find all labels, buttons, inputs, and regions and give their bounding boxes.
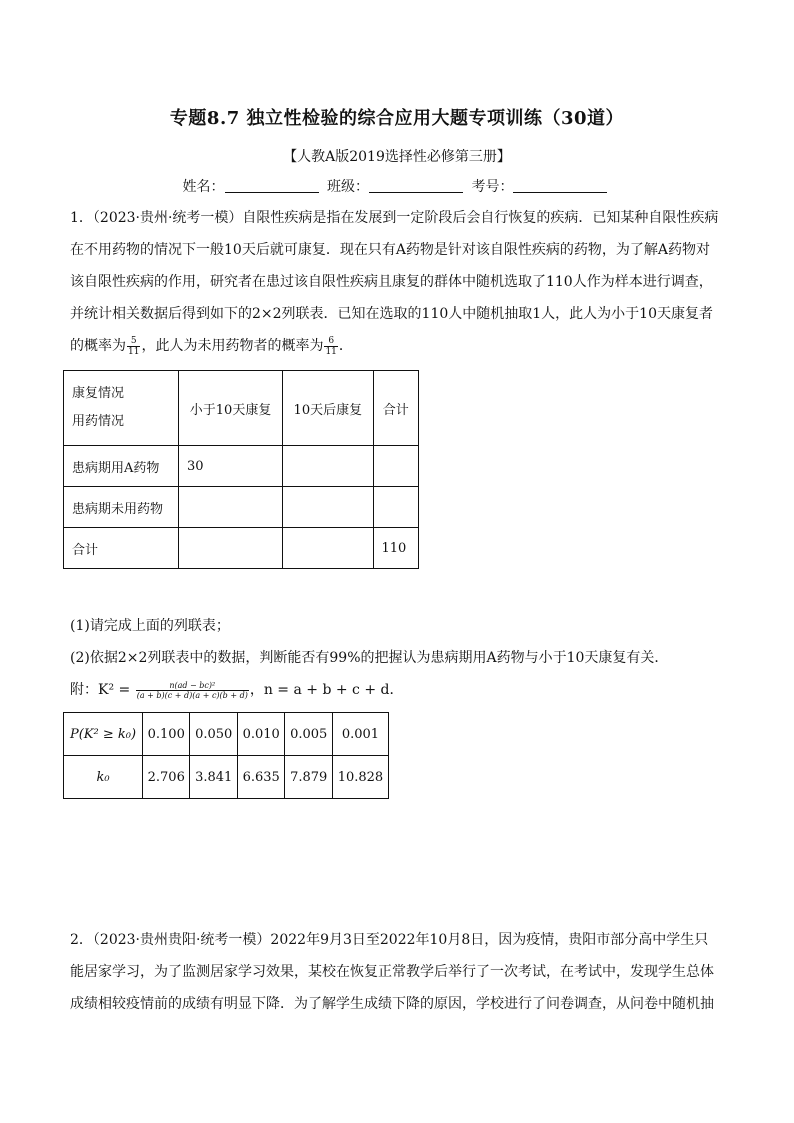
p-value-cell: 0.100 (143, 713, 190, 756)
p-value-cell: 0.005 (285, 713, 332, 756)
name-label: 姓名： (182, 179, 225, 195)
cell-total-after-10[interactable] (283, 528, 373, 569)
class-label: 班级： (327, 179, 369, 195)
col-header-total: 合计 (373, 371, 418, 446)
table-corner-cell: 康复情况 用药情况 (64, 371, 179, 446)
k-value-cell: 7.879 (285, 756, 332, 799)
cell-grand-total: 110 (373, 528, 418, 569)
formula-tail: ，n = a + b + c + d． (249, 682, 404, 698)
table-row (64, 756, 389, 799)
q1-line-5 (70, 330, 730, 362)
number-label: 考号： (471, 179, 514, 195)
q1-line-3: 该自限性疾病的作用，研究者在患过该自限性疾病且康复的群体中随机选取了110人作为样本进行调查， (70, 274, 713, 290)
page-title: 专题8.7 独立性检验的综合应用大题专项训练（30道） (169, 108, 625, 129)
cell-no-drug-under-10[interactable] (179, 487, 283, 528)
q1-line-1: 1．（2023·贵州·统考一模）自限性疾病是指在发展到一定阶段后会自行恢复的疾病．已知某种自限性疾病 (70, 210, 719, 226)
col-header-under-10: 小于10天康复 (179, 371, 283, 446)
p-value-cell: 0.050 (190, 713, 237, 756)
q1-line-2: 在不用药物的情况下一般10天后就可康复．现在只有A药物是针对该自限性疾病的药物，为了解A药物对 (70, 242, 711, 258)
table-row (64, 446, 419, 487)
number-blank[interactable] (513, 178, 607, 193)
cell-total-under-10[interactable] (179, 528, 283, 569)
p-value-cell: 0.010 (237, 713, 284, 756)
p-row-label: P(K² ≥ k₀) (64, 713, 143, 756)
name-blank[interactable] (225, 178, 319, 193)
q2-line-2: 能居家学习，为了监测居家学习效果，某校在恢复正常教学后举行了一次考试，在考试中，发现学生总体 (70, 964, 714, 980)
student-info-line (0, 176, 794, 196)
q1-line-5-b: ，此人为未用药物者的概率为 (141, 338, 324, 354)
k-value-cell: 10.828 (332, 756, 388, 799)
cell-used-a-total[interactable] (373, 446, 418, 487)
fraction-6-11: $\frac{6}{11}$ (325, 335, 337, 357)
q1-subquestions (70, 610, 730, 706)
table-row (64, 371, 419, 446)
cell-used-a-under-10: 30 (179, 446, 283, 487)
fraction-5-11: $\frac{5}{11}$ (128, 335, 140, 357)
row-label-used-a: 患病期用A药物 (64, 446, 179, 487)
critical-value-table (63, 712, 389, 799)
p-value-cell: 0.001 (332, 713, 388, 756)
row-label-total: 合计 (64, 528, 179, 569)
q1-line-5-c: ． (338, 338, 353, 354)
page-subtitle: 【人教A版2019选择性必修第三册】 (283, 149, 511, 165)
q1-sub-1: (1)请完成上面的列联表； (70, 618, 230, 634)
q1-line-5-a: 的概率为 (70, 338, 126, 354)
class-blank[interactable] (369, 178, 463, 193)
row-label-no-drug: 患病期未用药物 (64, 487, 179, 528)
col-header-after-10: 10天后康复 (283, 371, 373, 446)
k-value-cell: 6.635 (237, 756, 284, 799)
table-row (64, 487, 419, 528)
table-row (64, 713, 389, 756)
cell-no-drug-total[interactable] (373, 487, 418, 528)
cell-no-drug-after-10[interactable] (283, 487, 373, 528)
q2-line-1: 2．（2023·贵州贵阳·统考一模）2022年9月3日至2022年10月8日，因为疫情，贵阳市部分高中学生只 (70, 932, 709, 948)
appendix-label: 附：K² = (70, 682, 131, 698)
k-value-cell: 2.706 (143, 756, 190, 799)
question-1-text (70, 202, 730, 362)
question-2-text (70, 924, 730, 1020)
table-row (64, 528, 419, 569)
q1-line-4: 并统计相关数据后得到如下的2×2列联表．已知在选取的110人中随机抽取1人，此人为小于10天康复者 (70, 306, 713, 322)
cell-used-a-after-10[interactable] (283, 446, 373, 487)
q1-formula (70, 674, 730, 706)
q1-sub-2: (2)依据2×2列联表中的数据，判断能否有99%的把握认为患病期用A药物与小于10天康复有关． (70, 650, 669, 666)
contingency-table (63, 370, 419, 569)
k-row-label: k₀ (64, 756, 143, 799)
k-value-cell: 3.841 (190, 756, 237, 799)
q2-line-3: 成绩相较疫情前的成绩有明显下降．为了解学生成绩下降的原因，学校进行了问卷调查，从问卷中随机抽 (70, 996, 714, 1012)
chi-square-fraction: $\frac{\text{n(ad − bc)²}}{(a + b)(c + d)(a + c)(b + d)}$ (136, 680, 248, 700)
